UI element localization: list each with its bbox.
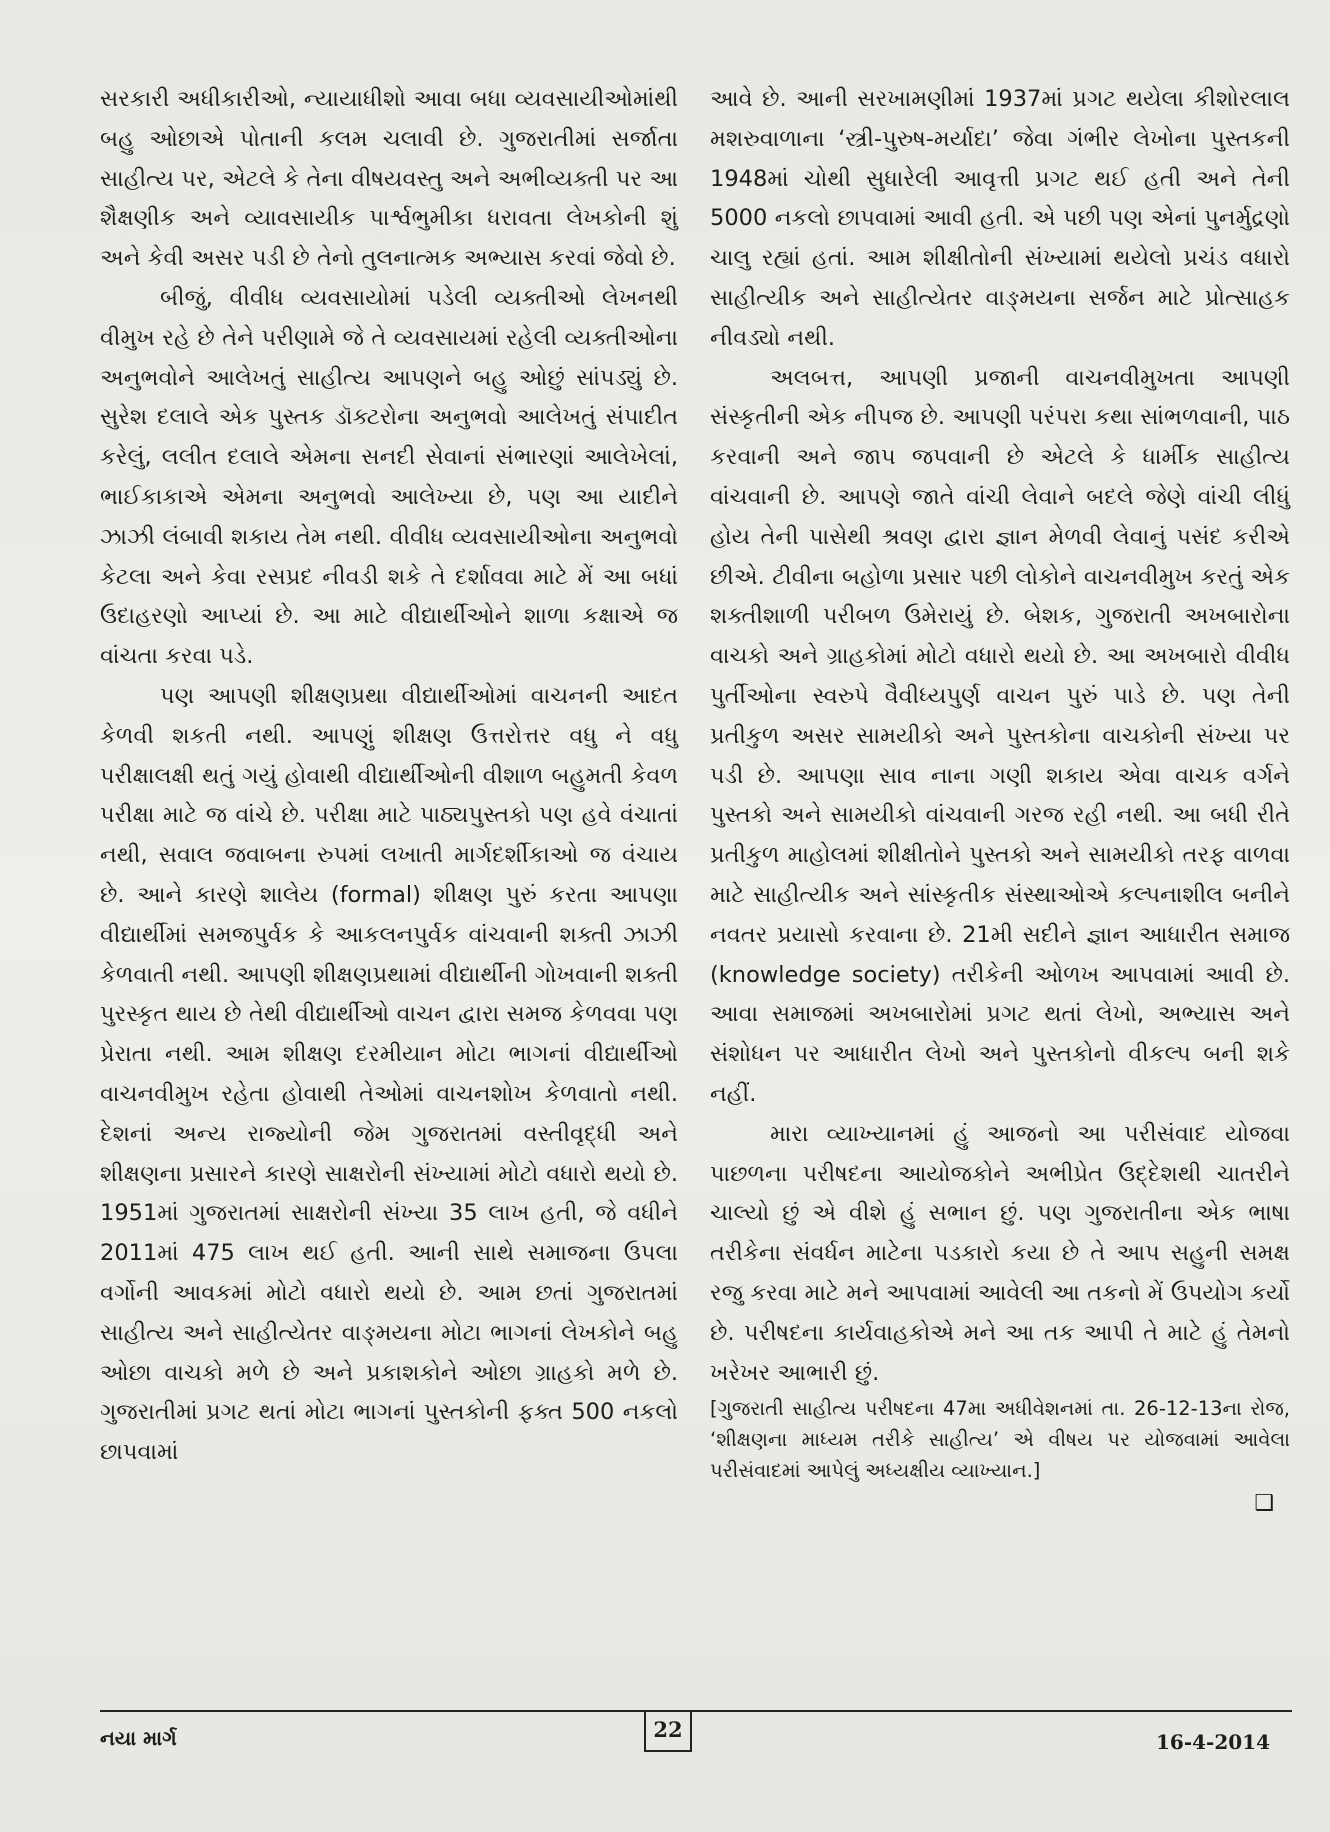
right-paragraph-3: મારા વ્યાખ્યાનમાં હું આજનો આ પરીસંવાદ યોજવા પાછળના પરીષદના આયોજકોને અભીપ્રેત ઉદ્દેશથી ચાતરીને ચાલ્યો છું એ વીશે હું સભાન છું. પણ ગુજરાતીના એક ભાષા તરીકેના સંવર્ધન માટેના પડકારો કયા છે તે આપ સહુની સમક્ષ રજુ કરવા માટે મને આપવામાં આવેલી આ તકનો મેં ઉપયોગ કર્યો છે. પરીષદના કાર્યવાહકોએ મને આ તક આપી તે માટે હું તેમનો ખરેખર આભારી છું. <box>710 1120 1290 1386</box>
issue-date: 16-4-2014 <box>1155 1730 1270 1754</box>
page-number: 22 <box>644 1710 692 1752</box>
right-paragraph-1: આવે છે. આની સરખામણીમાં 1937માં પ્રગટ થયેલા કીશોરલાલ મશરુવાળાના ‘સ્ત્રી-પુરુષ-મર્યાદા’ જેવા ગંભીર લેખોના પુસ્તકની 1948માં ચોથી સુધારેલી આવૃત્તી પ્રગટ થઈ હતી અને તેની 5000 નકલો છાપવામાં આવી હતી. એ પછી પણ એનાં પુનર્મુદ્રણો ચાલુ રહ્યાં હતાં. આમ શીક્ષીતોની સંખ્યામાં થયેલો પ્રચંડ વધારો સાહીત્યીક અને સાહીત્યેતર વાઙ્મયના સર્જન માટે પ્રોત્સાહક નીવડ્યો નથી. <box>710 86 1290 351</box>
publication-name: નયા માર્ગ <box>100 1726 177 1750</box>
right-paragraph-2: અલબત્ત, આપણી પ્રજાની વાચનવીમુખતા આપણી સંસ્કૃતીની એક નીપજ છે. આપણી પરંપરા કથા સાંભળવાની, પાઠ કરવાની અને જાપ જપવાની છે એટલે કે ધાર્મીક સાહીત્ય વાંચવાની છે. આપણે જાતે વાંચી લેવાને બદલે જેણે વાંચી લીધું હોય તેની પાસેથી શ્રવણ દ્વારા જ્ઞાન મેળવી લેવાનું પસંદ કરીએ છીએ. ટીવીના બહોળા પ્રસાર પછી લોકોને વાચનવીમુખ કરતું એક શક્તીશાળી પરીબળ ઉમેરાયું છે. બેશક, ગુજરાતી અખબારોના વાચકો અને ગ્રાહકોમાં મોટો વધારો થયો છે. આ અખબારો વીવીધ પુર્તીઓના સ્વરુપે વૈવીધ્યપુર્ણ વાચન પુરું પાડે છે. પણ તેની પ્રતીકુળ અસર સામયીકો અને પુસ્તકોના વાચકોની સંખ્યા પર પડી છે. આપણા સાવ નાના ગણી શકાય એવા વાચક વર્ગને પુસ્તકો અને સામયીકો વાંચવાની ગરજ રહી નથી. આ બધી રીતે પ્રતીકુળ માહોલમાં શીક્ષીતોને પુસ્તકો અને સામયીકો તરફ વાળવા માટે સાહીત્યીક અને સાંસ્કૃતીક સંસ્થાઓએ કલ્પનાશીલ બનીને નવતર પ્રયાસો કરવાના છે. 21મી સદીને જ્ઞાન આધારીત સમાજ (knowledge society) તરીકેની ઓળખ આપવામાં આવી છે. આવા સમાજમાં અખબારોમાં પ્રગટ થતાં લેખો, અભ્યાસ અને સંશોધન પર આધારીત લેખો અને પુસ્તકોનો વીકલ્પ બની શકે નહીં. <box>710 364 1290 1107</box>
right-column <box>710 80 1290 1516</box>
footer-divider <box>100 1710 1292 1712</box>
left-paragraph-1: સરકારી અધીકારીઓ, ન્યાયાધીશો આવા બધા વ્યવસાયીઓમાંથી બહુ ઓછાએ પોતાની કલમ ચલાવી છે. ગુજરાતીમાં સર્જાતા સાહીત્ય પર, એટલે કે તેના વીષયવસ્તુ અને અભીવ્યક્તી પર આ શૈક્ષણીક અને વ્યાવસાયીક પાર્શ્વભુમીકા ધરાવતા લેખકોની શું અને કેવી અસર પડી છે તેનો તુલનાત્મક અભ્યાસ કરવાં જેવો છે. <box>100 86 678 272</box>
left-column <box>100 80 678 1473</box>
left-paragraph-3: પણ આપણી શીક્ષણપ્રથા વીદ્યાર્થીઓમાં વાચનની આદત કેળવી શકતી નથી. આપણું શીક્ષણ ઉત્તરોત્તર વધુ ને વધુ પરીક્ષાલક્ષી થતું ગયું હોવાથી વીદ્યાર્થીઓની વીશાળ બહુમતી કેવળ પરીક્ષા માટે જ વાંચે છે. પરીક્ષા માટે પાઠ્યપુસ્તકો પણ હવે વંચાતાં નથી, સવાલ જવાબના રુપમાં લખાતી માર્ગદર્શીકાઓ જ વંચાય છે. આને કારણે શાલેય (formal) શીક્ષણ પુરું કરતા આપણા વીદ્યાર્થીમાં સમજપુર્વક કે આકલનપુર્વક વાંચવાની શક્તી ઝાઝી કેળવાતી નથી. આપણી શીક્ષણપ્રથામાં વીદ્યાર્થીની ગોખવાની શક્તી પુરસ્કૃત થાય છે તેથી વીદ્યાર્થીઓ વાચન દ્વારા સમજ કેળવવા પણ પ્રેરાતા નથી. આમ શીક્ષણ દરમીયાન મોટા ભાગનાં વીદ્યાર્થીઓ વાચનવીમુખ રહેતા હોવાથી તેઓમાં વાચનશોખ કેળવાતો નથી. દેશનાં અન્ય રાજ્યોની જેમ ગુજરાતમાં વસ્તીવૃદ્ધી અને શીક્ષણના પ્રસારને કારણે સાક્ષરોની સંખ્યામાં મોટો વધારો થયો છે. 1951માં ગુજરાતમાં સાક્ષરોની સંખ્યા 35 લાખ હતી, જે વધીને 2011માં 475 લાખ થઈ હતી. આની સાથે સમાજના ઉપલા વર્ગોની આવકમાં મોટો વધારો થયો છે. આમ છતાં ગુજરાતમાં સાહીત્ય અને સાહીત્યેતર વાઙ્મયના મોટા ભાગનાં લેખકોને બહુ ઓછા વાચકો મળે છે અને પ્રકાશકોને ઓછા ગ્રાહકો મળે છે. ગુજરાતીમાં પ્રગટ થતાં મોટા ભાગનાં પુસ્તકોની ફક્ત 500 નકલો છાપવામાં <box>100 682 678 1466</box>
source-note: [ગુજરાતી સાહીત્ય પરીષદના 47મા અધીવેશનમાં તા. 26-12-13ના રોજ, ‘શીક્ષણના માધ્યમ તરીકે સાહીત્ય’ એ વીષય પર યોજવામાં આવેલા પરીસંવાદમાં આપેલું અધ્યક્ષીય વ્યાખ્યાન.] <box>710 1397 1290 1483</box>
end-of-article-icon: ❑ <box>1254 1491 1274 1517</box>
left-paragraph-2: બીજું, વીવીધ વ્યવસાયોમાં પડેલી વ્યક્તીઓ લેખનથી વીમુખ રહે છે તેને પરીણામે જે તે વ્યવસાયમાં રહેલી વ્યક્તીઓના અનુભવોને આલેખતું સાહીત્ય આપણને બહુ ઓછું સાંપડ્યું છે. સુરેશ દલાલે એક પુસ્તક ડૉક્ટરોના અનુભવો આલેખતું સંપાદીત કરેલું, લલીત દલાલે એમના સનદી સેવાનાં સંભારણાં આલેખેલાં, ભાઈકાકાએ એમના અનુભવો આલેખ્યા છે, પણ આ યાદીને ઝાઝી લંબાવી શકાય તેમ નથી. વીવીધ વ્યવસાયીઓના અનુભવો કેટલા અને કેવા રસપ્રદ નીવડી શકે તે દર્શાવવા માટે મેં આ બધાં ઉદાહરણો આપ્યાં છે. આ માટે વીદ્યાર્થીઓને શાળા કક્ષાએ જ વાંચતા કરવા પડે. <box>100 284 678 670</box>
